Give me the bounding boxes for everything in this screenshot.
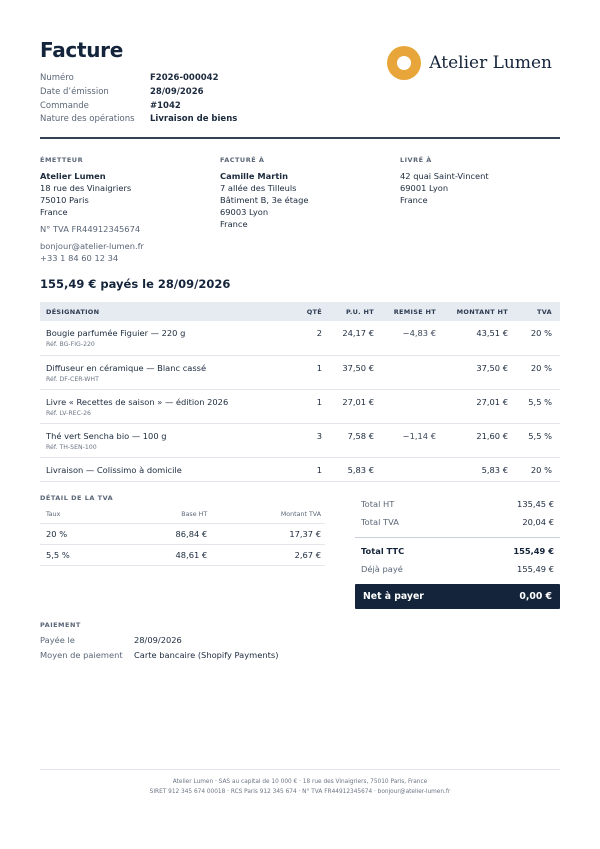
item-discount: −4,83 € — [382, 321, 444, 355]
vat-detail-label: DÉTAIL DE LA TVA — [40, 494, 114, 502]
item-unit-price: 24,17 € — [330, 321, 382, 355]
table-row — [40, 545, 325, 566]
item-amount: 27,01 € — [444, 389, 516, 423]
issuer-label: ÉMETTEUR — [40, 156, 84, 164]
meta-value: Livraison de biens — [150, 114, 238, 125]
billed-address-line: 69003 Lyon — [220, 207, 269, 217]
items-table — [40, 302, 560, 482]
payment-date-value: 28/09/2026 — [134, 635, 182, 645]
item-vat: 20 % — [516, 321, 560, 355]
meta-row-date — [40, 86, 237, 100]
issuer-email: bonjour@atelier-lumen.fr — [40, 241, 144, 251]
item-ref: Réf. TH-SEN-100 — [46, 443, 97, 451]
vat-detail-table — [40, 508, 325, 566]
net-to-pay-bar — [355, 584, 560, 609]
issuer-block — [40, 154, 210, 264]
meta-label: Nature des opérations — [40, 114, 135, 125]
issuer-vat: N° TVA FR44912345674 — [40, 224, 141, 234]
header-divider — [40, 137, 560, 139]
item-unit-price: 7,58 € — [330, 423, 382, 457]
delivered-address-line: 69001 Lyon — [400, 183, 449, 193]
payment-method-label: Moyen de paiement — [40, 649, 123, 660]
vat-amount: 17,37 € — [211, 524, 325, 545]
billed-address-line: 7 allée des Tilleuls — [220, 183, 297, 193]
invoice-meta — [40, 72, 237, 127]
meta-row-nature — [40, 113, 237, 127]
total-ttc-label: Total TTC — [361, 546, 405, 556]
paid-summary: 155,49 € payés le 28/09/2026 — [40, 277, 231, 291]
vat-amount: 2,67 € — [211, 545, 325, 566]
already-paid-value: 155,49 € — [517, 564, 554, 574]
billed-address-line: France — [220, 219, 248, 229]
net-to-pay-value: 0,00 € — [519, 591, 552, 602]
meta-label: Commande — [40, 100, 89, 111]
item-qty: 1 — [290, 457, 330, 481]
item-amount: 5,83 € — [444, 457, 516, 481]
total-ht-value: 135,45 € — [517, 499, 554, 509]
invoice-title: Facture — [40, 38, 123, 62]
footer-line: SIRET 912 345 674 00018 · RCS Paris 912 345 674 · N° TVA FR44912345674 · bonjour@atelier-lumen.fr — [149, 788, 451, 795]
item-name: Thé vert Sencha bio — 100 g — [46, 430, 167, 441]
issuer-phone: +33 1 84 60 12 34 — [40, 253, 119, 263]
table-row — [40, 321, 560, 355]
item-designation — [40, 423, 290, 457]
footer-line: Atelier Lumen · SAS au capital de 10 000 € · 18 rue des Vinaigriers, 75010 Paris, France — [172, 779, 428, 785]
item-ref: Réf. BG-FIG-220 — [46, 341, 95, 348]
brand-name: Atelier Lumen — [429, 53, 552, 73]
table-row — [40, 423, 560, 457]
table-row — [40, 457, 560, 481]
total-tva-value: 20,04 € — [522, 517, 554, 527]
meta-label: Numéro — [40, 73, 74, 83]
issuer-address-line: 18 rue des Vinaigriers — [40, 183, 132, 193]
total-tva-label: Total TVA — [361, 517, 399, 527]
meta-value: #1042 — [150, 100, 181, 111]
vat-col-amount: Montant TVA — [211, 508, 325, 524]
issuer-address-line: France — [40, 207, 68, 217]
already-paid-label: Déjà payé — [361, 564, 403, 574]
vat-rate: 20 % — [40, 524, 117, 545]
table-row — [40, 389, 560, 423]
vat-col-rate: Taux — [40, 508, 117, 524]
item-qty: 3 — [290, 423, 330, 457]
delivered-block — [400, 154, 570, 206]
col-header-unit-price: P.U. HT — [330, 302, 382, 321]
payment-label: PAIEMENT — [40, 621, 81, 629]
col-header-discount: REMISE HT — [382, 302, 444, 321]
meta-value: 28/09/2026 — [150, 86, 204, 97]
item-name: Diffuseur en céramique — Blanc cassé — [46, 362, 207, 373]
delivered-address-line: France — [400, 195, 428, 205]
payment-method-value: Carte bancaire (Shopify Payments) — [134, 649, 279, 660]
col-header-qty: QTÉ — [290, 302, 330, 321]
item-name: Bougie parfumée Figuier — 220 g — [46, 328, 186, 338]
items-header-row — [40, 302, 560, 321]
payment-section — [40, 621, 278, 662]
col-header-vat: TVA — [516, 302, 560, 321]
table-row — [40, 524, 325, 545]
vat-col-base: Base HT — [117, 508, 212, 524]
brand-logo — [387, 46, 552, 80]
total-tva-row — [355, 513, 560, 531]
payment-date-row — [40, 633, 278, 648]
item-unit-price: 27,01 € — [330, 389, 382, 423]
vat-detail-section — [40, 494, 325, 566]
issuer-name: Atelier Lumen — [40, 171, 106, 181]
col-header-designation: DÉSIGNATION — [40, 302, 290, 321]
payment-method-row — [40, 648, 278, 663]
item-ref: Réf. LV-REC-26 — [46, 409, 91, 417]
meta-row-order — [40, 100, 237, 114]
billed-name: Camille Martin — [220, 171, 289, 181]
total-ttc-value: 155,49 € — [513, 546, 554, 556]
item-qty: 1 — [290, 389, 330, 423]
item-name: Livre « Recettes de saison » — édition 2026 — [46, 396, 229, 407]
item-vat: 20 % — [516, 355, 560, 389]
item-unit-price: 37,50 € — [330, 355, 382, 389]
invoice-page — [40, 0, 560, 849]
item-qty: 1 — [290, 355, 330, 389]
item-vat: 20 % — [516, 457, 560, 481]
vat-base: 86,84 € — [117, 524, 212, 545]
vat-rate: 5,5 % — [40, 545, 117, 566]
legal-footer — [40, 769, 560, 797]
sun-ring-logo-icon — [387, 46, 421, 80]
item-discount — [382, 457, 444, 481]
item-name: Livraison — Colissimo à domicile — [46, 464, 182, 475]
item-qty: 2 — [290, 321, 330, 355]
already-paid-row — [355, 560, 560, 578]
item-discount: −1,14 € — [382, 423, 444, 457]
item-vat: 5,5 % — [516, 423, 560, 457]
billed-label: FACTURÉ À — [220, 156, 265, 164]
item-designation — [40, 355, 290, 389]
item-designation — [40, 321, 290, 355]
item-amount: 43,51 € — [444, 321, 516, 355]
col-header-amount: MONTANT HT — [444, 302, 516, 321]
vat-base: 48,61 € — [117, 545, 212, 566]
item-designation — [40, 457, 290, 481]
total-ttc-row — [355, 542, 560, 560]
meta-value: F2026-000042 — [150, 73, 219, 83]
delivered-label: LIVRÉ À — [400, 156, 432, 164]
item-designation — [40, 389, 290, 423]
billed-block — [220, 154, 390, 230]
item-discount — [382, 389, 444, 423]
payment-date-label: Payée le — [40, 635, 75, 645]
item-unit-price: 5,83 € — [330, 457, 382, 481]
net-to-pay-label: Net à payer — [363, 591, 424, 602]
meta-row-number — [40, 72, 237, 86]
item-vat: 5,5 % — [516, 389, 560, 423]
item-ref: Réf. DF-CER-WHT — [46, 375, 99, 383]
table-row — [40, 355, 560, 389]
delivered-address-line: 42 quai Saint-Vincent — [400, 171, 489, 181]
issuer-address-line: 75010 Paris — [40, 195, 89, 205]
meta-label: Date d’émission — [40, 86, 109, 97]
vat-header-row — [40, 508, 325, 524]
total-ht-label: Total HT — [361, 499, 395, 509]
totals-divider — [355, 537, 560, 538]
item-discount — [382, 355, 444, 389]
item-amount: 21,60 € — [444, 423, 516, 457]
item-amount: 37,50 € — [444, 355, 516, 389]
total-ht-row — [355, 495, 560, 513]
billed-address-line: Bâtiment B, 3e étage — [220, 195, 309, 205]
totals-section — [355, 495, 560, 609]
